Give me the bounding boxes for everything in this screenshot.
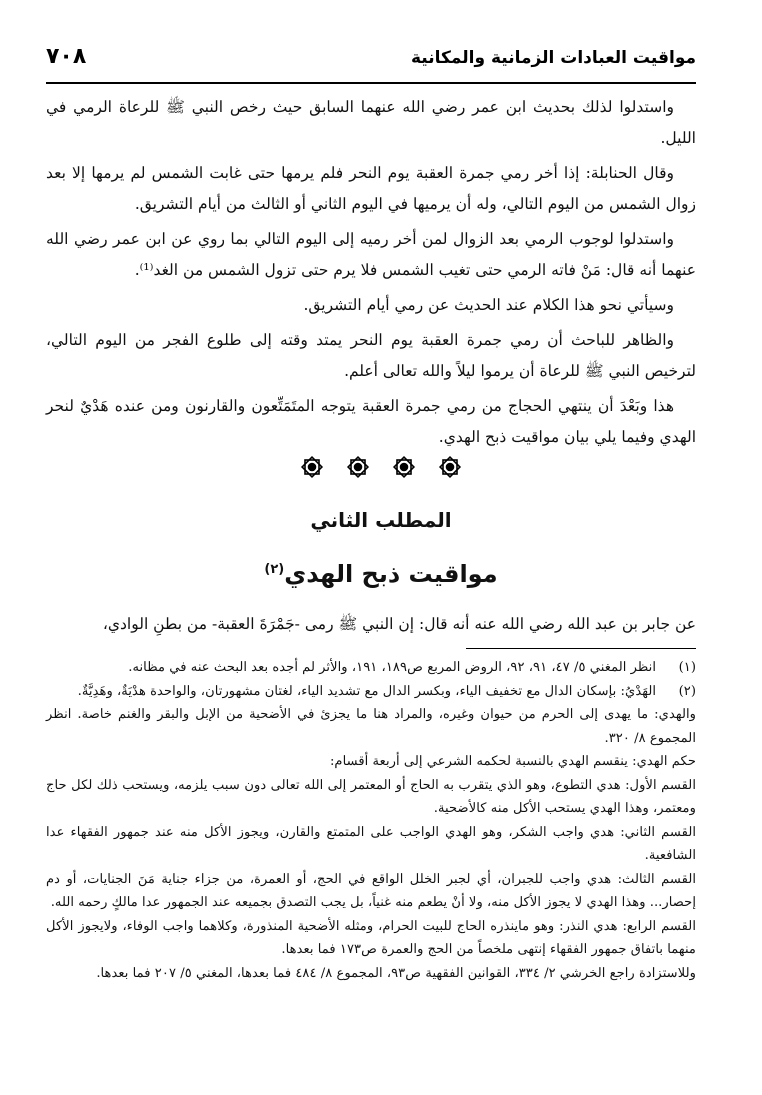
paragraph: واستدلوا لوجوب الرمي بعد الزوال لمن أخر رميه إلى اليوم التالي بما روي عن ابن عمر رضي الله عنهما أنه قال: مَنْ فاته الرمي حتى تغيب الشمس فلا يرم حتى تزول الشمس من الغد⁽¹⁾. (46, 230, 696, 279)
footnote (46, 680, 696, 704)
footnote-text: القسم الثاني: هدي واجب الشكر، وهو الهدي الواجب على المتمتع والقارن، ويجوز الأكل منه عند جمهور الفقهاء عدا الشافعية. (46, 824, 696, 863)
paragraph: هذا وبَعْدَ أن ينتهي الحجاج من رمي جمرة العقبة يتوجه المتَمَتِّعون والقارنون ومن عنده هَدْيٌ لنحر الهدي وفيما يلي بيان مواقيت ذبح الهدي. (46, 397, 696, 446)
ornament-icon (345, 454, 371, 480)
paragraph: وقال الحنابلة: إذا أخر رمي جمرة العقبة يوم النحر فلم يرمها حتى غابت الشمس لم يرمها إلا بعد زوال الشمس من اليوم التالي، وله أن يرميها في اليوم الثاني أو الثالث من أيام التشريق. (46, 164, 696, 213)
ornament-icon (437, 454, 463, 480)
footnote-text: وللاستزادة راجع الخرشي ٢/ ٣٣٤، القوانين الفقهية ص٩٣، المجموع ٨/ ٤٨٤ فما بعدها، المغني ٥/ ٢٠٧ فما بعدها. (96, 965, 696, 981)
footnote-text: انظر المغني ٥/ ٤٧، ٩١، ٩٢، الروض المربع ص١٨٩، ١٩١، والأثر لم أجده بعد البحث عنه في مظانه. (128, 660, 656, 675)
footnotes (46, 656, 696, 985)
footnote-number: (٢) (678, 683, 696, 699)
footnote-text: القسم الثالث: هدي واجب للجبران، أي لجبر الخلل الواقع في الحج، أو العمرة، من جزاء جناية مَنَ الجنايات، أو دم إحصار... وهذا الهدي لا يجوز الأكل منه، ولا أنْ يطعم منه غنياً، بل يجب التصدق بجميعه عند الجمهور عدا مالكٍ رحمه الله. (46, 871, 696, 910)
footnote-text: الهَدْيُ: بإسكان الدال مع تخفيف الياء، وبكسر الدال مع تشديد الياء، لغتان مشهورتان، والواحدة هدْيَةٌ، وهَدِيَّةٌ. (77, 683, 656, 699)
header-rule (46, 82, 696, 84)
hadith-text: عن جابر بن عبد الله رضي الله عنه أنه قال: إن النبي ﷺ رمى -جَمْرَةَ العقبة- من بطنِ الوادي، (102, 615, 696, 633)
footnote-rule (466, 648, 696, 649)
ornament-icon (299, 454, 325, 480)
footnote-text: والهدي: ما يهدى إلى الحرم من حيوان وغيره، والمراد هنا ما يجزئ في الأضحية من الإبل والبقر والغنم خاصة. انظر المجموع ٨/ ٣٢٠. (46, 707, 696, 746)
ornament-icon (391, 454, 417, 480)
footnote-text: حكم الهدي: ينقسم الهدي بالنسبة لحكمه الشرعي إلى أربعة أقسام: (329, 754, 696, 769)
page-header (46, 44, 696, 80)
paragraph: وسيأتي نحو هذا الكلام عند الحديث عن رمي أيام التشريق. (303, 296, 674, 314)
section-ornament (0, 454, 762, 484)
section-heading: المطلب الثاني (310, 508, 452, 532)
footnote-text: القسم الأول: هدي التطوع، وهو الذي يتقرب به الحاج أو المعتمر إلى الله تعالى دون سبب يلزمه، ويستحب ذلك لكل حاج ومعتمر، وهذا الهدي يستحب الأكل منه كالأضحية. (46, 777, 696, 816)
subsection-heading (0, 560, 762, 588)
paragraph: واستدلوا لذلك بحديث ابن عمر رضي الله عنهما السابق حيث رخص النبي ﷺ للرعاة الرمي في الليل. (46, 98, 696, 147)
paragraph: والظاهر للباحث أن رمي جمرة العقبة يوم النحر يمتد وقته إلى طلوع الفجر من اليوم التالي، لترخيص النبي ﷺ للرعاة أن يرموا ليلاً والله تعالى أعلم. (46, 331, 696, 380)
footnote-text: القسم الرابع: هدي النذر: وهو ماينذره الحاج للبيت الحرام، ومثله الأضحية المنذورة، وكلاهما واجب الوفاء، ولايجوز الأكل منهما باتفاق جمهور الفقهاء إنتهى ملخصاً من الحج والعمرة ص١٧٣ فما بعدها. (46, 918, 696, 957)
footnote-number: (١) (678, 660, 696, 675)
footnote (46, 656, 696, 680)
footnote-mark: (٢) (264, 562, 285, 577)
page-number: ٧٠٨ (46, 44, 87, 69)
running-title: مواقيت العبادات الزمانية والمكانية (411, 48, 696, 68)
subsection-heading-text: مواقيت ذبح الهدي (284, 560, 498, 588)
body-text (46, 92, 696, 457)
